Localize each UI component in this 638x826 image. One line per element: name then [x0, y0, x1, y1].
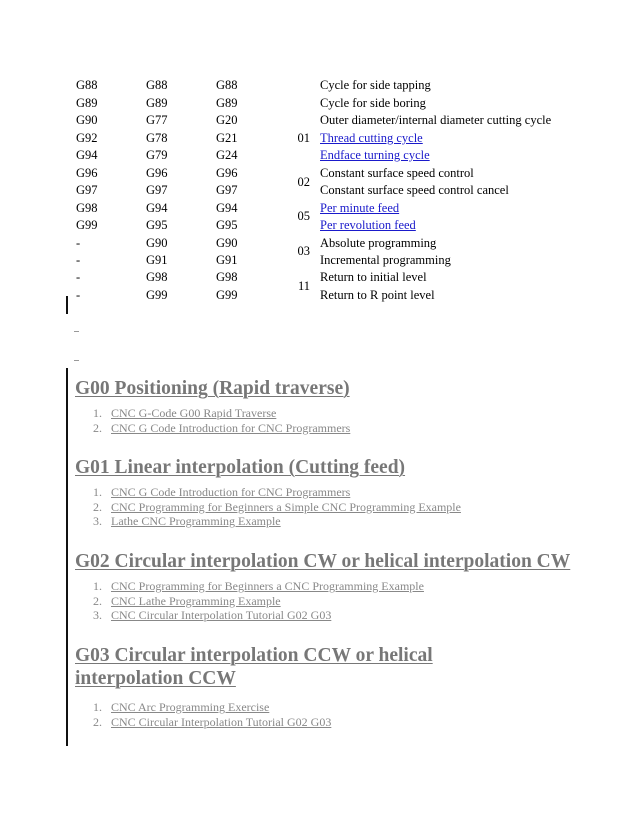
table-link-function[interactable]: Endface turning cycle	[320, 148, 430, 162]
table-cell-function: Absolute programming	[320, 236, 437, 250]
table-cell-system-a: G90	[76, 113, 98, 127]
list-item: 2. CNC Programming for Beginners a Simple CNC Programming Example	[93, 499, 461, 514]
table-cell-system-a: -	[76, 253, 81, 267]
table-cell-system-b: G78	[146, 131, 168, 145]
table-cell-system-b: G99	[146, 288, 168, 302]
section-g01	[75, 456, 595, 529]
table-cell-system-c: G90	[216, 236, 238, 250]
reference-link[interactable]: CNC Programming for Beginners a CNC Programming Example	[111, 579, 424, 593]
reference-list	[75, 406, 595, 435]
table-cell-system-b: G97	[146, 183, 168, 197]
table-cell-system-c: G99	[216, 288, 238, 302]
reference-link[interactable]: CNC Circular Interpolation Tutorial G02 G03	[111, 608, 332, 622]
table-cell-system-c: G91	[216, 253, 238, 267]
table-cell-system-a: -	[76, 288, 81, 302]
table-cell-system-c: G88	[216, 78, 238, 92]
table-link-function[interactable]: Per minute feed	[320, 201, 400, 215]
table-cell-system-c: G20	[216, 113, 238, 127]
table-link-function[interactable]: Thread cutting cycle	[320, 131, 423, 145]
list-item: 3. Lathe CNC Programming Example	[93, 514, 281, 528]
group-number: 02	[297, 175, 310, 189]
table-cell-system-a: G88	[76, 78, 98, 92]
table-cell-system-a: G96	[76, 166, 98, 180]
table-cell-system-a: -	[76, 270, 81, 284]
list-item: 2. CNC Circular Interpolation Tutorial G02 G03	[93, 714, 332, 729]
table-cell-system-b: G95	[146, 218, 168, 232]
section-heading[interactable]: G00 Positioning (Rapid traverse)	[75, 378, 350, 399]
list-item: 2. CNC Lathe Programming Example	[93, 593, 281, 608]
table-cell-system-c: G97	[216, 183, 238, 197]
reference-link[interactable]: CNC Lathe Programming Example	[111, 593, 281, 608]
reference-link[interactable]: CNC Arc Programming Exercise	[111, 700, 270, 714]
table-cell-system-a: G98	[76, 201, 98, 215]
table-cell-function: Incremental programming	[320, 253, 451, 267]
group-number: 03	[297, 244, 310, 258]
table-cell-function: Return to initial level	[320, 270, 427, 284]
list-item: 2. CNC G Code Introduction for CNC Programmers	[93, 420, 351, 435]
table-cell-system-c: G96	[216, 166, 238, 180]
table-cell-system-b: G88	[146, 78, 168, 92]
table-cell-system-b: G90	[146, 236, 168, 250]
reference-list	[75, 485, 595, 529]
reference-link[interactable]: CNC G Code Introduction for CNC Programmers	[111, 485, 351, 499]
table-cell-system-a: G92	[76, 131, 98, 145]
table-cell-system-c: G21	[216, 131, 238, 145]
table-cell-function: Cycle for side tapping	[320, 78, 431, 92]
table-cell-system-b: G89	[146, 96, 168, 110]
stray-mark	[74, 360, 79, 361]
table-cell-system-c: G98	[216, 270, 238, 284]
group-number: 01	[297, 131, 310, 145]
table-cell-system-b: G96	[146, 166, 168, 180]
reference-link[interactable]: Lathe CNC Programming Example	[111, 514, 281, 528]
table-cell-system-a: G97	[76, 183, 98, 197]
list-item: 1. CNC G-Code G00 Rapid Traverse	[93, 406, 277, 420]
reference-link[interactable]: CNC Programming for Beginners a Simple CNC Programming Example	[111, 499, 461, 514]
section-g00	[75, 377, 595, 435]
section-heading[interactable]: G01 Linear interpolation (Cutting feed)	[75, 457, 406, 478]
table-cell-system-b: G77	[146, 113, 168, 127]
reference-list	[75, 700, 545, 729]
table-cell-system-c: G95	[216, 218, 238, 232]
left-margin-bar-top	[66, 296, 68, 314]
list-item: 1. CNC Programming for Beginners a CNC Programming Example	[93, 579, 424, 593]
table-cell-system-b: G98	[146, 270, 168, 284]
table-cell-function: Constant surface speed control	[320, 166, 474, 180]
group-number: 11	[297, 279, 310, 293]
section-heading[interactable]: G03 Circular interpolation CCW or helical interpolation CCW	[75, 645, 433, 689]
table-cell-system-c: G94	[216, 201, 238, 215]
table-cell-system-a: -	[76, 236, 81, 250]
table-cell-system-c: G89	[216, 96, 238, 110]
table-cell-system-b: G79	[146, 148, 168, 162]
table-cell-system-a: G94	[76, 148, 98, 162]
group-number: 05	[297, 209, 310, 223]
list-item: 1. CNC Arc Programming Exercise	[93, 700, 270, 714]
table-cell-system-b: G91	[146, 253, 168, 267]
list-item: 1. CNC G Code Introduction for CNC Programmers	[93, 485, 351, 499]
left-margin-bar	[66, 368, 68, 746]
table-cell-system-a: G89	[76, 96, 98, 110]
table-link-function[interactable]: Per revolution feed	[320, 218, 416, 232]
reference-link[interactable]: CNC G-Code G00 Rapid Traverse	[111, 406, 277, 420]
stray-mark	[74, 331, 79, 332]
table-cell-system-b: G94	[146, 201, 168, 215]
table-cell-system-a: G99	[76, 218, 98, 232]
section-g02	[75, 550, 595, 623]
reference-link[interactable]: CNC G Code Introduction for CNC Programmers	[111, 420, 351, 435]
section-g03	[75, 644, 545, 729]
table-cell-function: Cycle for side boring	[320, 96, 426, 110]
reference-list	[75, 579, 595, 623]
list-item: 3. CNC Circular Interpolation Tutorial G02 G03	[93, 608, 332, 622]
table-cell-function: Constant surface speed control cancel	[320, 183, 509, 197]
reference-link[interactable]: CNC Circular Interpolation Tutorial G02 G03	[111, 714, 332, 729]
table-cell-function: Outer diameter/internal diameter cutting cycle	[320, 113, 552, 127]
table-cell-function: Return to R point level	[320, 288, 435, 302]
section-heading[interactable]: G02 Circular interpolation CW or helical interpolation CW	[75, 551, 571, 572]
table-cell-system-c: G24	[216, 148, 238, 162]
